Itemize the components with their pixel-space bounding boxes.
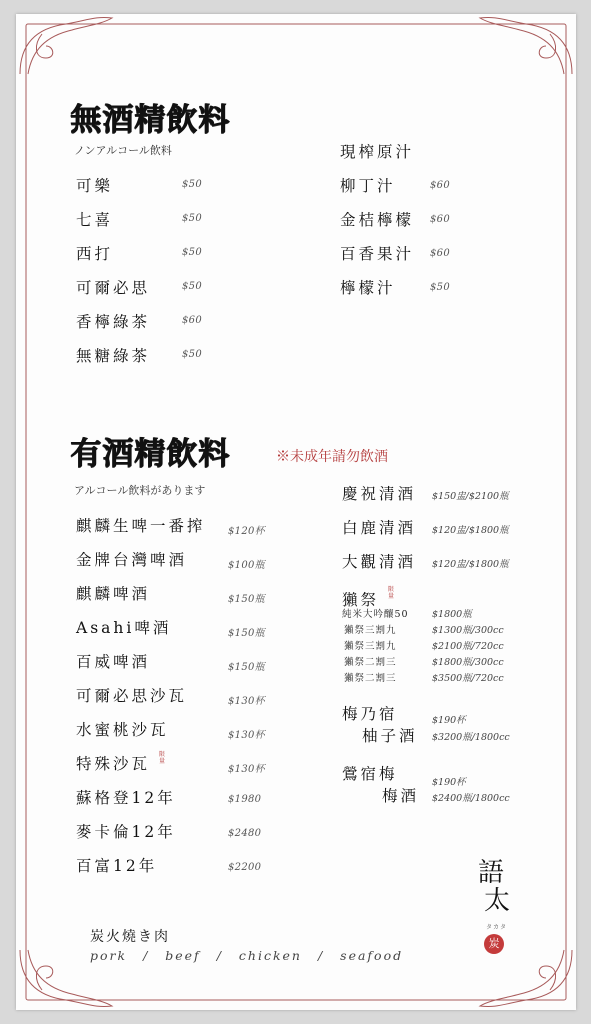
menu-item-price: $100瓶 bbox=[228, 560, 265, 571]
logo-char-1: 語 bbox=[478, 858, 505, 888]
menu-item-price: $130杯 bbox=[228, 764, 265, 775]
menu-item-price: $50 bbox=[182, 179, 202, 190]
menu-item-price: $60 bbox=[430, 180, 450, 191]
menu-item-name: 百香果汁 bbox=[340, 245, 415, 263]
menu-item-price: $130杯 bbox=[228, 696, 265, 707]
age-warning: ※未成年請勿飲酒 bbox=[276, 449, 388, 465]
non-alcohol-title: 無酒精飲料 bbox=[70, 102, 230, 138]
menu-item-price: $120盅/$1800瓶 bbox=[432, 559, 509, 570]
footer-shop-name: 炭火燒き肉 bbox=[90, 929, 170, 945]
menu-item-name: 無糖綠茶 bbox=[76, 347, 151, 365]
alcohol-title: 有酒精飲料 bbox=[70, 436, 230, 472]
menu-item-name: 麒麟生啤一番搾 bbox=[76, 517, 206, 535]
dassai-item-name: 獺祭二割三 bbox=[344, 657, 397, 668]
footer-category: pork bbox=[90, 948, 128, 963]
menu-item-name: 慶祝清酒 bbox=[342, 485, 417, 503]
juice-heading: 現榨原汁 bbox=[340, 143, 415, 161]
footer-category: chicken bbox=[238, 948, 302, 963]
menu-item-name: 檸檬汁 bbox=[340, 279, 396, 297]
menu-item-price: $1980 bbox=[228, 794, 262, 805]
footer-categories bbox=[90, 948, 403, 963]
menu-item-name: 麒麟啤酒 bbox=[76, 585, 151, 603]
menu-item-name: 百富12年 bbox=[76, 857, 158, 875]
menu-item-price: $50 bbox=[430, 282, 450, 293]
dassai-item-name: 獺祭三割九 bbox=[344, 641, 397, 652]
dassai-item-price: $1800瓶/300cc bbox=[432, 657, 504, 668]
uguisu-name-1: 鶯宿梅 bbox=[342, 765, 398, 783]
footer-separator: / bbox=[216, 948, 223, 963]
menu-item-price: $130杯 bbox=[228, 730, 265, 741]
umenoyado-name-1: 梅乃宿 bbox=[342, 705, 398, 723]
umenoyado-name-2: 柚子酒 bbox=[362, 727, 418, 745]
dassai-item-price: $1800瓶 bbox=[432, 609, 472, 620]
dassai-item-name: 獺祭三割九 bbox=[344, 625, 397, 636]
dassai-item-price: $1300瓶/300cc bbox=[432, 625, 504, 636]
menu-item-price: $50 bbox=[182, 281, 202, 292]
menu-item-name: 金桔檸檬 bbox=[340, 211, 415, 229]
menu-item-price: $120盅/$1800瓶 bbox=[432, 525, 509, 536]
uguisu-price-2: $2400瓶/1800cc bbox=[432, 793, 510, 804]
menu-item-name: 蘇格登12年 bbox=[76, 789, 176, 807]
limited-tag: 限量 bbox=[388, 586, 395, 600]
dassai-item-name: 獺祭二割三 bbox=[344, 673, 397, 684]
footer-category: beef bbox=[165, 948, 201, 963]
menu-item-price: $150盅/$2100瓶 bbox=[432, 491, 509, 502]
logo-seal: 炭 bbox=[484, 934, 504, 954]
menu-item-name: 七喜 bbox=[76, 211, 114, 229]
menu-item-price: $150瓶 bbox=[228, 594, 265, 605]
umenoyado-price-1: $190杯 bbox=[432, 715, 466, 726]
logo-subtext: タカタ bbox=[486, 924, 508, 931]
menu-item-name: 可爾必思 bbox=[76, 279, 151, 297]
footer-category: seafood bbox=[340, 948, 404, 963]
menu-item-name: 大觀清酒 bbox=[342, 553, 417, 571]
menu-item-price: $60 bbox=[430, 214, 450, 225]
menu-item-price: $50 bbox=[182, 247, 202, 258]
dassai-item-name: 純米大吟釀50 bbox=[342, 609, 409, 620]
limited-tag: 限量 bbox=[159, 751, 166, 765]
menu-item-name: 特殊沙瓦 bbox=[76, 755, 151, 773]
dassai-name: 獺祭 bbox=[342, 591, 380, 609]
menu-item-name: 麥卡倫12年 bbox=[76, 823, 176, 841]
menu-item-price: $2480 bbox=[228, 828, 262, 839]
uguisu-name-2: 梅酒 bbox=[382, 787, 420, 805]
non-alcohol-subtitle: ノンアルコール飲料 bbox=[74, 144, 172, 157]
footer-separator: / bbox=[143, 948, 150, 963]
menu-item-name: 白鹿清酒 bbox=[342, 519, 417, 537]
menu-item-price: $2200 bbox=[228, 862, 262, 873]
footer-separator: / bbox=[317, 948, 325, 963]
menu-page bbox=[16, 14, 576, 1010]
menu-item-price: $150瓶 bbox=[228, 628, 265, 639]
menu-item-price: $60 bbox=[182, 315, 202, 326]
menu-item-name: Asahi啤酒 bbox=[76, 619, 172, 637]
menu-item-price: $150瓶 bbox=[228, 662, 265, 673]
menu-item-name: 香檸綠茶 bbox=[76, 313, 151, 331]
uguisu-price-1: $190杯 bbox=[432, 777, 466, 788]
dassai-item-price: $2100瓶/720cc bbox=[432, 641, 504, 652]
menu-item-name: 柳丁汁 bbox=[340, 177, 396, 195]
menu-item-price: $60 bbox=[430, 248, 450, 259]
menu-item-price: $50 bbox=[182, 213, 202, 224]
logo-char-2: 太 bbox=[484, 886, 511, 916]
menu-item-price: $50 bbox=[182, 349, 202, 360]
menu-item-name: 金牌台灣啤酒 bbox=[76, 551, 188, 569]
menu-item-name: 水蜜桃沙瓦 bbox=[76, 721, 169, 739]
dassai-item-price: $3500瓶/720cc bbox=[432, 673, 504, 684]
menu-item-price: $120杯 bbox=[228, 526, 265, 537]
menu-item-name: 可爾必思沙瓦 bbox=[76, 687, 188, 705]
menu-item-name: 西打 bbox=[76, 245, 114, 263]
menu-item-name: 百威啤酒 bbox=[76, 653, 151, 671]
umenoyado-price-2: $3200瓶/1800cc bbox=[432, 732, 510, 743]
alcohol-subtitle: アルコール飲料があります bbox=[74, 484, 206, 497]
menu-item-name: 可樂 bbox=[76, 177, 114, 195]
